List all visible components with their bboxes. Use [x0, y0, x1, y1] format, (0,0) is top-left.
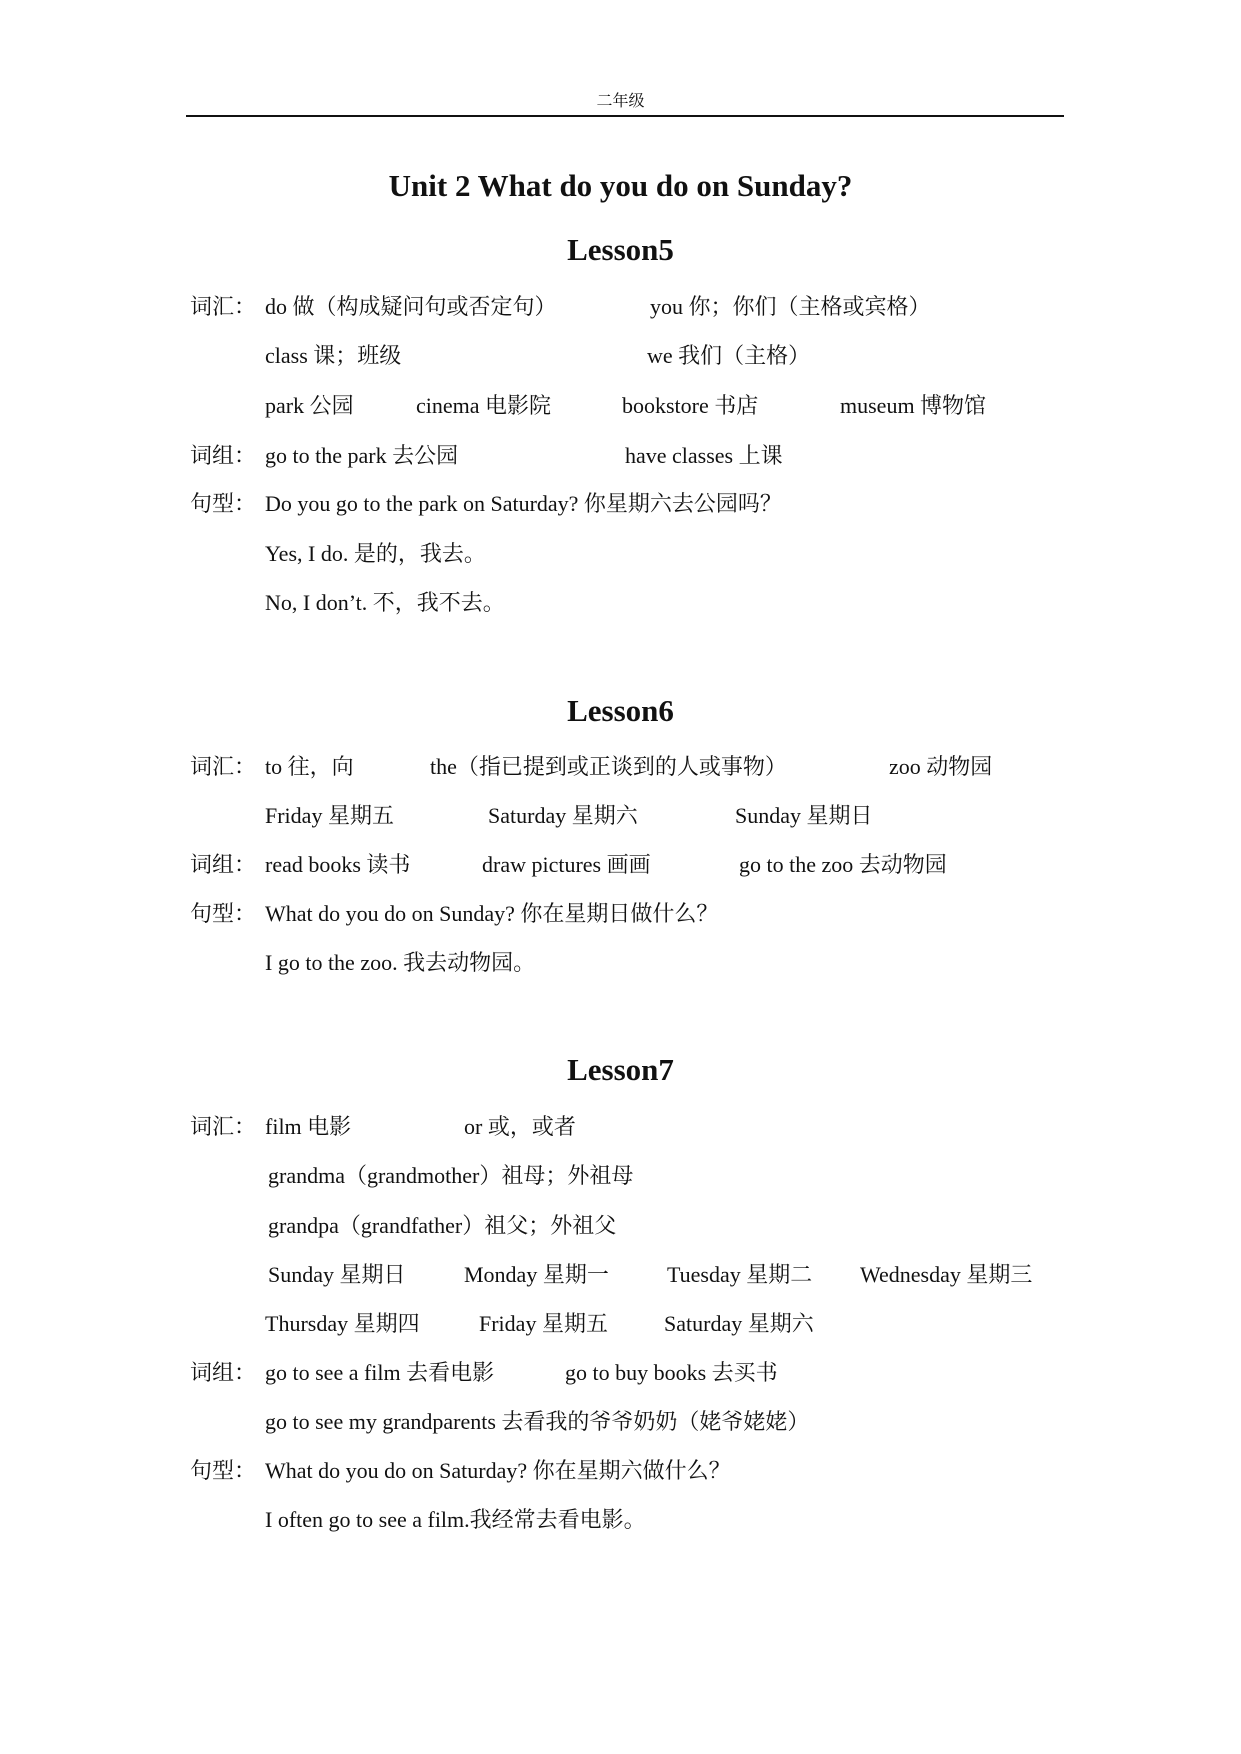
vocab-item: Thursday 星期四 — [265, 1311, 420, 1336]
vocab-item: grandpa（grandfather）祖父；外祖父 — [268, 1213, 617, 1238]
vocab-item: to 往，向 — [265, 754, 354, 779]
sentence-item: What do you do on Sunday? 你在星期日做什么？ — [265, 901, 719, 926]
vocab-item: we 我们（主格） — [647, 343, 811, 368]
vocab-label: 词汇： — [190, 294, 257, 319]
sentence-label: 句型： — [190, 901, 257, 926]
vocab-item: the（指已提到或正谈到的人或事物） — [430, 754, 787, 779]
phrase-item: go to the park 去公园 — [265, 443, 459, 468]
vocab-item: Wednesday 星期三 — [860, 1262, 1033, 1287]
phrase-item: go to see my grandparents 去看我的爷爷奶奶（姥爷姥姥） — [265, 1409, 810, 1434]
phrase-item: go to buy books 去买书 — [565, 1360, 778, 1385]
vocab-item: Monday 星期一 — [464, 1262, 609, 1287]
unit-title: Unit 2 What do you do on Sunday? — [388, 168, 853, 203]
vocab-item: Saturday 星期六 — [664, 1311, 814, 1336]
vocab-item: Sunday 星期日 — [268, 1262, 406, 1287]
vocab-item: class 课；班级 — [265, 343, 402, 368]
vocab-item: do 做（构成疑问句或否定句） — [265, 294, 557, 319]
phrase-item: go to see a film 去看电影 — [265, 1360, 495, 1385]
page-header: 二年级 — [596, 91, 645, 110]
lesson6-heading: Lesson6 — [567, 693, 674, 728]
vocab-item: Sunday 星期日 — [735, 803, 873, 828]
phrase-label: 词组： — [190, 852, 257, 877]
sentence-item: Do you go to the park on Saturday? 你星期六去公园吗？ — [265, 491, 782, 516]
phrase-item: go to the zoo 去动物园 — [739, 852, 947, 877]
vocab-item: Tuesday 星期二 — [667, 1262, 813, 1287]
vocab-item: you 你；你们（主格或宾格） — [650, 294, 931, 319]
vocab-item: park 公园 — [265, 393, 354, 418]
vocab-item: cinema 电影院 — [416, 393, 552, 418]
vocab-item: Friday 星期五 — [479, 1311, 608, 1336]
vocab-item: film 电影 — [265, 1114, 352, 1139]
sentence-item: I often go to see a film.我经常去看电影。 — [265, 1507, 646, 1532]
vocab-item: or 或，或者 — [464, 1114, 576, 1139]
vocab-item: Friday 星期五 — [265, 803, 394, 828]
sentence-item: What do you do on Saturday? 你在星期六做什么？ — [265, 1458, 731, 1483]
vocab-item: grandma（grandmother）祖母；外祖母 — [268, 1163, 634, 1188]
header-rule — [186, 115, 1064, 117]
sentence-label: 句型： — [190, 1458, 257, 1483]
phrase-item: draw pictures 画画 — [482, 852, 651, 877]
vocab-item: Saturday 星期六 — [488, 803, 638, 828]
lesson5-heading: Lesson5 — [567, 232, 674, 267]
vocab-item: zoo 动物园 — [889, 754, 993, 779]
vocab-label: 词汇： — [190, 1114, 257, 1139]
phrase-item: have classes 上课 — [625, 443, 783, 468]
vocab-item: bookstore 书店 — [622, 393, 759, 418]
lesson7-heading: Lesson7 — [567, 1052, 674, 1087]
sentence-item: No, I don’t. 不，我不去。 — [265, 590, 505, 615]
sentence-item: I go to the zoo. 我去动物园。 — [265, 950, 536, 975]
phrase-item: read books 读书 — [265, 852, 411, 877]
phrase-label: 词组： — [190, 1360, 257, 1385]
phrase-label: 词组： — [190, 443, 257, 468]
vocab-item: museum 博物馆 — [840, 393, 987, 418]
sentence-item: Yes, I do. 是的，我去。 — [265, 541, 486, 566]
sentence-label: 句型： — [190, 491, 257, 516]
vocab-label: 词汇： — [190, 754, 257, 779]
